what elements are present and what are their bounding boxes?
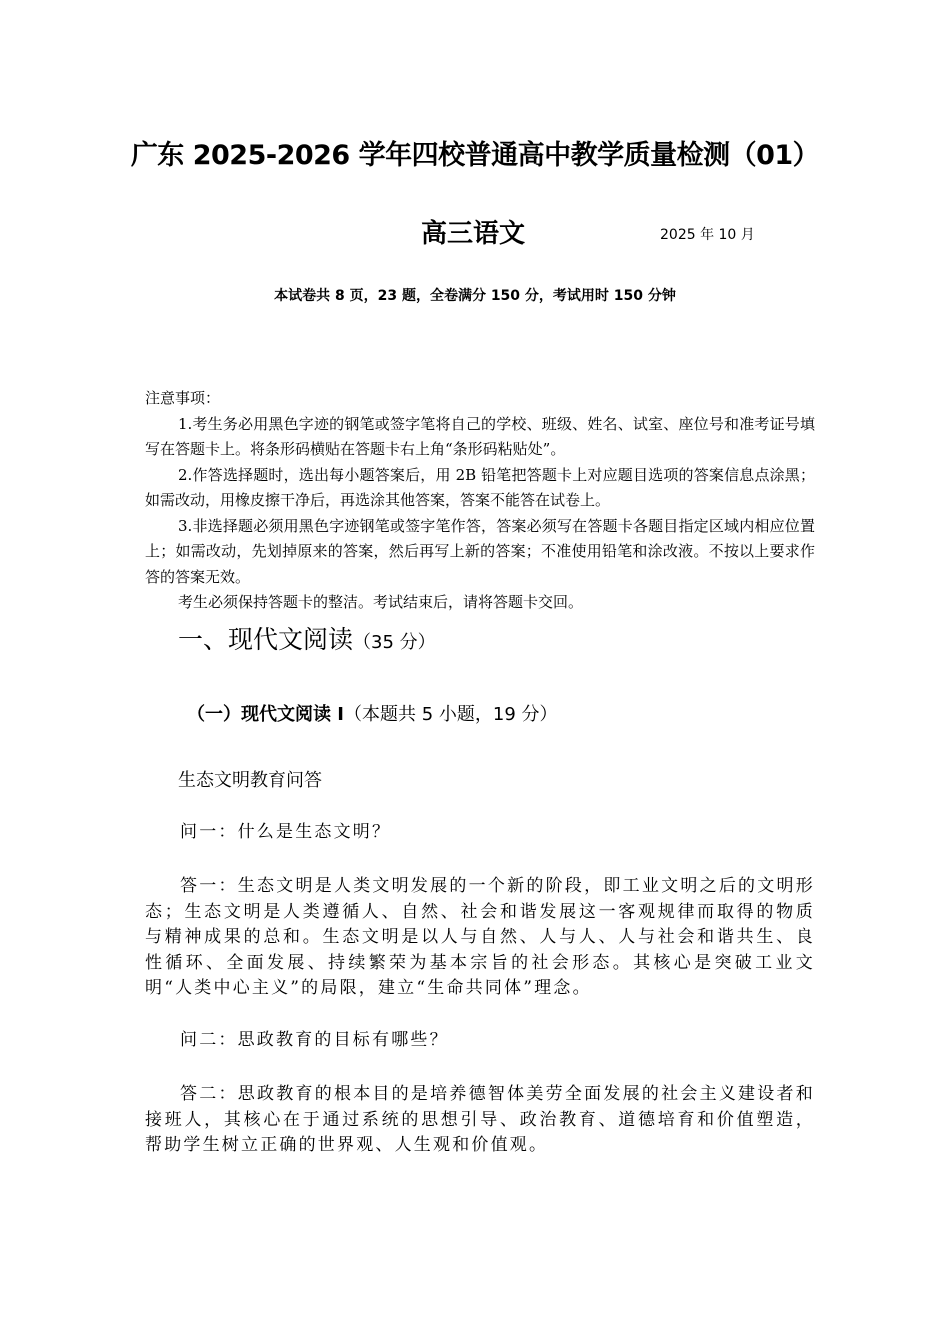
article-title: 生态文明教育问答 [178, 770, 322, 791]
section-heading [178, 620, 436, 656]
answer-1: 答一：生态文明是人类文明发展的一个新的阶段，即工业文明之后的文明形态；生态文明是人类遵循人、自然、社会和谐发展这一客观规律而取得的物质与精神成果的总和。生态文明是以人与自然、人与人、人与社会和谐共生、良性循环、全面发展、持续繁荣为基本宗旨的社会形态。其核心是突破工业文明“人类中心主义”的局限，建立“生命共同体”理念。 [145, 876, 815, 998]
notice-item: 考生必须保持答题卡的整洁。考试结束后，请将答题卡交回。 [178, 593, 584, 611]
subsection-heading [187, 700, 558, 726]
exam-date: 2025 年 10 月 [660, 227, 755, 243]
section-score: （35 分） [353, 632, 436, 653]
exam-title: 广东 2025-2026 学年四校普通高中教学质量检测（01） [130, 140, 820, 171]
question-1: 问一：什么是生态文明？ [180, 822, 392, 842]
notice-item: 2.作答选择题时，选出每小题答案后，用 2B 铅笔把答题卡上对应题目选项的答案信息点涂黑；如需改动，用橡皮擦干净后，再选涂其他答案，答案不能答在试卷上。 [145, 465, 815, 509]
notice-item: 3.非选择题必须用黑色字迹钢笔或签字笔作答，答案必须写在答题卡各题目指定区域内相应位置上；如需改动，先划掉原来的答案，然后再写上新的答案；不准使用铅笔和涂改液。不按以上要求作答的答案无效。 [145, 516, 815, 586]
question-2: 问二：思政教育的目标有哪些？ [180, 1030, 449, 1050]
subsection-info: （本题共 5 小题，19 分） [343, 704, 558, 725]
notice-block [145, 386, 815, 616]
section-title: 一、现代文阅读 [178, 625, 354, 654]
answer-2: 答二：思政教育的根本目的是培养德智体美劳全面发展的社会主义建设者和接班人，其核心在于通过系统的思想引导、政治教育、道德培育和价值塑造，帮助学生树立正确的世界观、人生观和价值观。 [145, 1084, 815, 1155]
notice-item: 1.考生务必用黑色字迹的钢笔或签字笔将自己的学校、班级、姓名、试室、座位号和准考证号填写在答题卡上。将条形码横贴在答题卡右上角“条形码粘贴处”。 [145, 414, 815, 458]
notice-heading: 注意事项： [145, 389, 221, 407]
exam-info: 本试卷共 8 页，23 题，全卷满分 150 分，考试用时 150 分钟 [274, 288, 676, 304]
subject-title: 高三语文 [421, 219, 526, 249]
subsection-title: （一）现代文阅读 I [187, 704, 344, 725]
